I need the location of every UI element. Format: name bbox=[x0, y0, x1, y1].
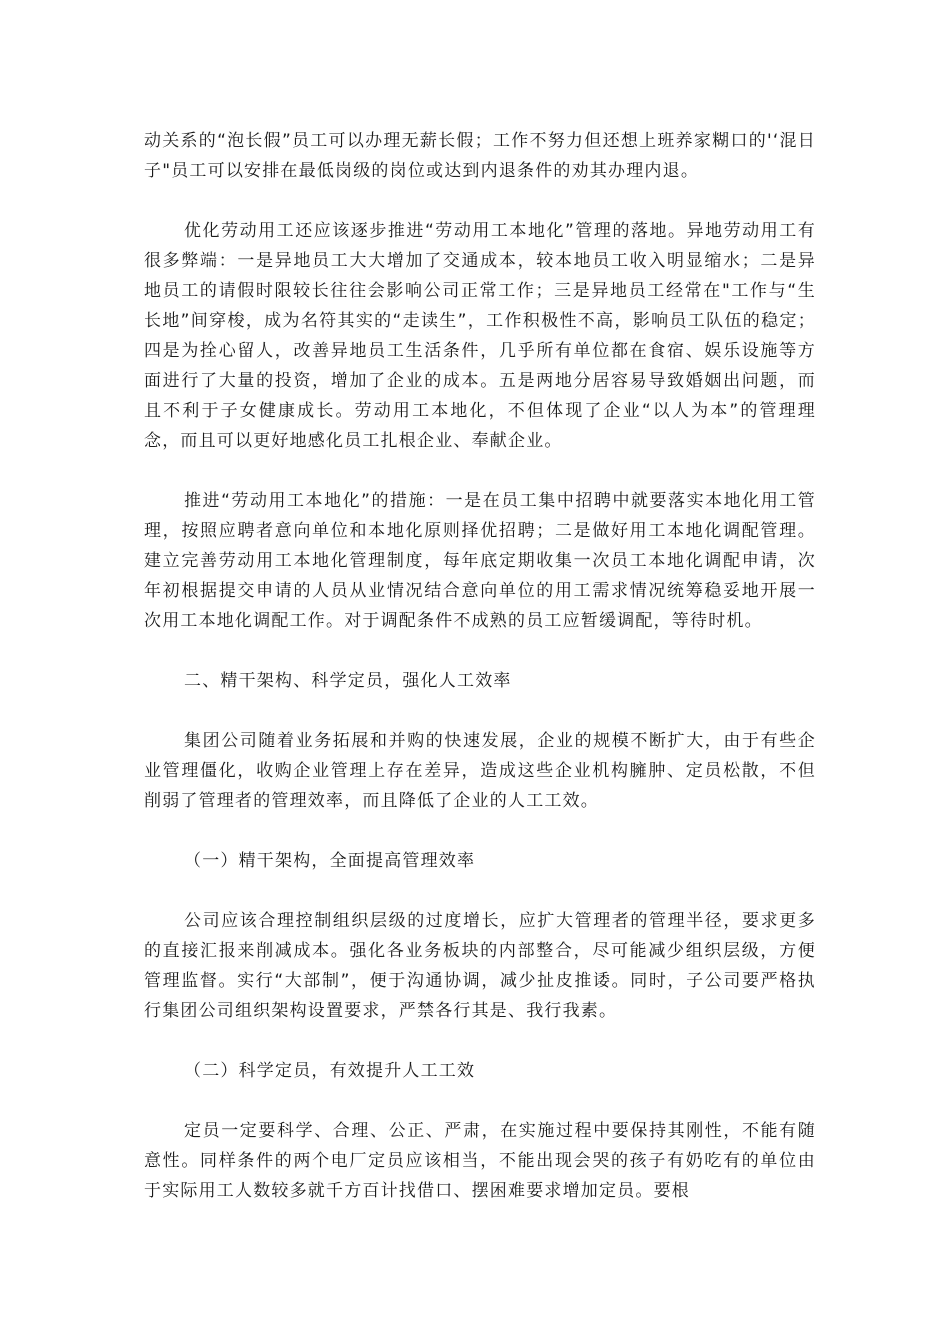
paragraph-staffing: 定员一定要科学、合理、公正、严肃，在实施过程中要保持其刚性，不能有随意性。同样条件的两个电厂定员应该相当，不能出现会哭的孩子有奶吃有的单位由于实际用工人数较多就千方百计找借口、摆困难要求增加定员。要根 bbox=[144, 1121, 816, 1201]
section-heading-2: 二、精干架构、科学定员，强化人工效率 bbox=[184, 671, 512, 691]
subsection-heading-1: （一）精干架构，全面提高管理效率 bbox=[184, 851, 476, 871]
paragraph-localization: 优化劳动用工还应该逐步推进“劳动用工本地化”管理的落地。异地劳动用工有很多弊端：一是异地员工大大增加了交通成本，较本地员工收入明显缩水；二是异地员工的请假时限较长往往会影响公司正常工作；三是异地员工经常在"工作与“生长地”间穿梭，成为名符其实的“走读生”，工作积极性不高，影响员工队伍的稳定；四是为拴心留人，改善异地员工生活条件，几乎所有单位都在食宿、娱乐设施等方面进行了大量的投资，增加了企业的成本。五是两地分居容易导致婚姻出问题，而且不利于子女健康成长。劳动用工本地化，不但体现了企业“以人为本”的管理理念，而且可以更好地感化员工扎根企业、奉献企业。 bbox=[144, 221, 816, 451]
subsection-heading-2: （二）科学定员，有效提升人工工效 bbox=[184, 1061, 476, 1081]
paragraph-org-structure: 公司应该合理控制组织层级的过度增长，应扩大管理者的管理半径，要求更多的直接汇报来削减成本。强化各业务板块的内部整合，尽可能减少组织层级，方便管理监督。实行“大部制”，便于沟通协调，减少扯皮推诿。同时，子公司要严格执行集团公司组织架构设置要求，严禁各行其是、我行我素。 bbox=[144, 911, 816, 1021]
paragraph-localization-measures: 推进“劳动用工本地化”的措施：一是在员工集中招聘中就要落实本地化用工管理，按照应聘者意向单位和本地化原则择优招聘；二是做好用工本地化调配管理。建立完善劳动用工本地化管理制度，每年底定期收集一次员工本地化调配申请，次年初根据提交申请的人员从业情况结合意向单位的用工需求情况统筹稳妥地开展一次用工本地化调配工作。对于调配条件不成熟的员工应暂缓调配，等待时机。 bbox=[144, 491, 816, 631]
document-body bbox=[144, 126, 816, 1236]
paragraph-continuation: 动关系的“泡长假”员工可以办理无薪长假；工作不努力但还想上班养家糊口的'‘混日子"员工可以安排在最低岗级的岗位或达到内退条件的劝其办理内退。 bbox=[144, 131, 816, 181]
paragraph-group-expansion: 集团公司随着业务拓展和并购的快速发展，企业的规模不断扩大，由于有些企业管理僵化，收购企业管理上存在差异，造成这些企业机构臃肿、定员松散，不但削弱了管理者的管理效率，而且降低了企业的人工工效。 bbox=[144, 731, 816, 811]
